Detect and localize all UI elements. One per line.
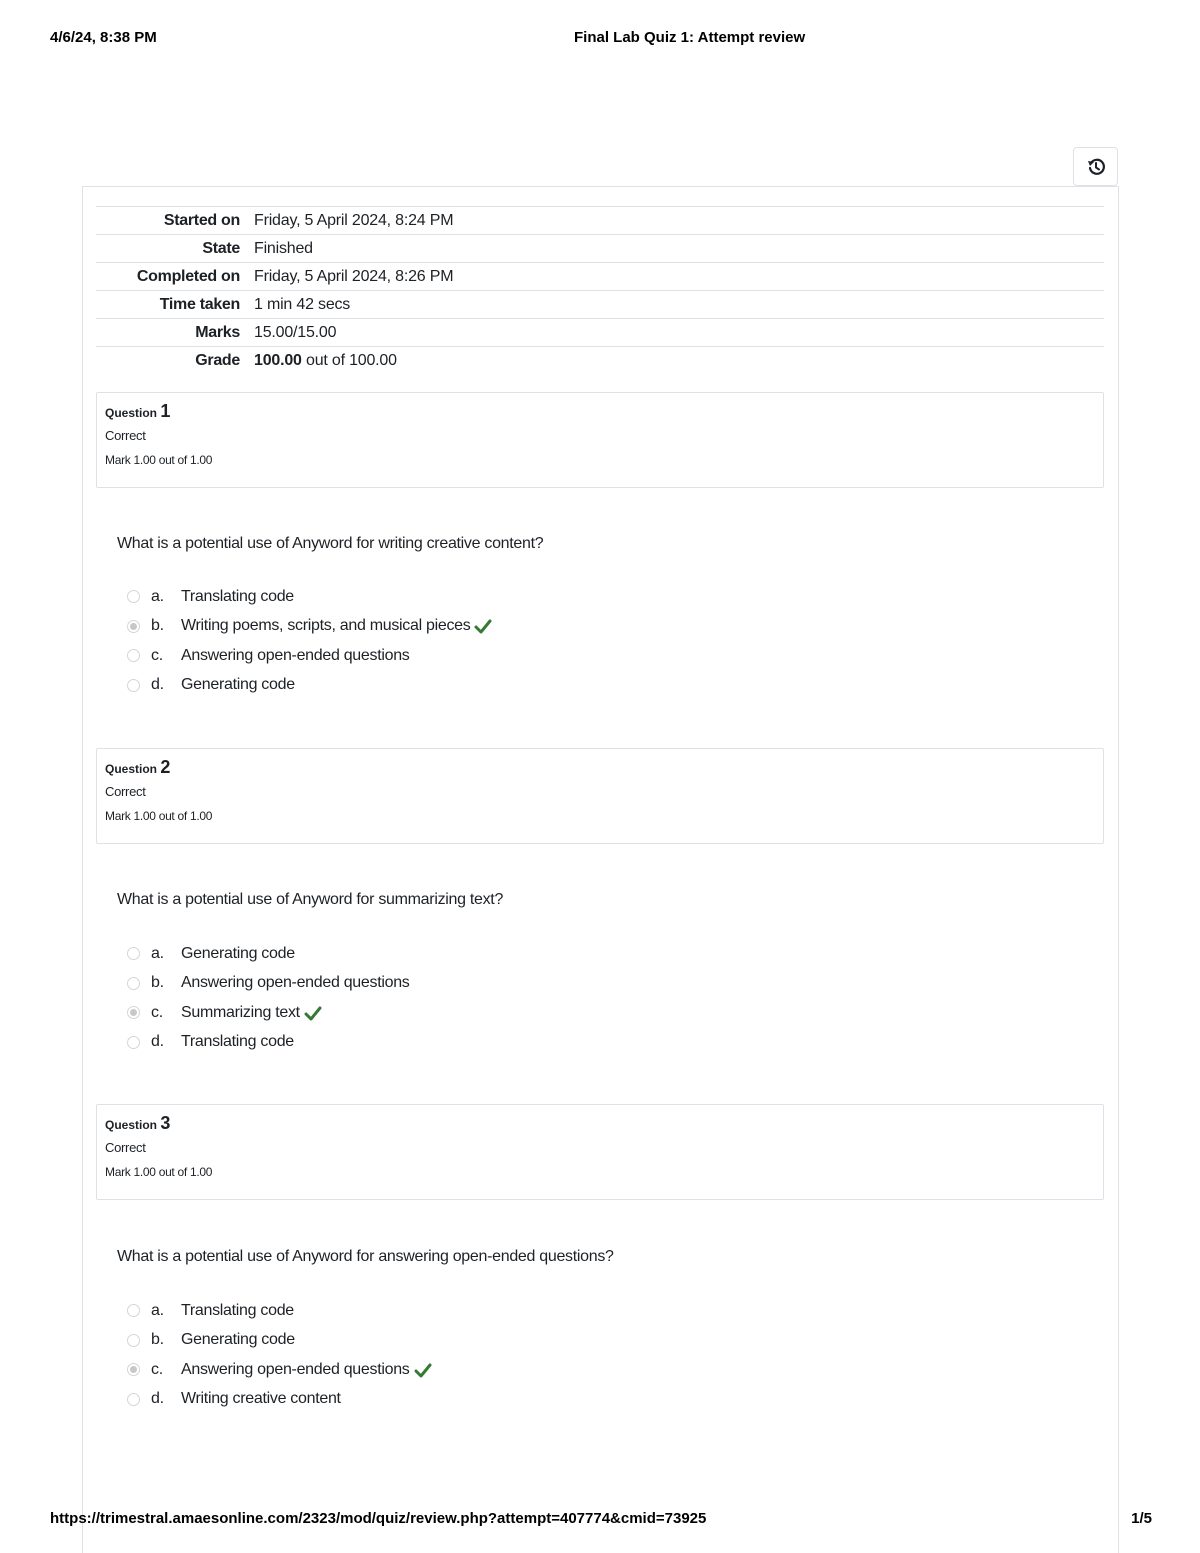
answer-option[interactable] (127, 582, 492, 612)
answer-letter: d. (151, 676, 164, 694)
answer-list (127, 939, 410, 1057)
answer-text: Writing poems, scripts, and musical pieces (181, 617, 471, 635)
answer-letter: b. (151, 617, 164, 635)
summary-row-state (96, 234, 1104, 262)
answer-text: Summarizing text (181, 1003, 300, 1021)
attempt-summary-table (96, 206, 1104, 374)
question-text: What is a potential use of Anyword for writing creative content? (117, 535, 544, 552)
check-icon (474, 617, 492, 635)
print-url: https://trimestral.amaesonline.com/2323/mod/quiz/review.php?attempt=407774&cmid=73925 (50, 1510, 707, 1527)
answer-option[interactable] (127, 1326, 432, 1356)
answer-text: Generating code (181, 676, 295, 694)
question-num: 1 (160, 401, 171, 421)
answer-option[interactable] (127, 612, 492, 642)
question-prefix: Question (105, 762, 158, 776)
radio-button[interactable] (127, 679, 140, 692)
answer-option[interactable] (127, 1355, 432, 1385)
radio-button[interactable] (127, 649, 140, 662)
radio-button[interactable] (127, 1393, 140, 1406)
answer-text: Answering open-ended questions (181, 974, 410, 992)
answer-letter: a. (151, 1301, 164, 1319)
radio-button[interactable] (127, 590, 140, 603)
answer-list (127, 1296, 432, 1414)
history-button[interactable] (1073, 147, 1118, 186)
summary-label: Completed on (136, 267, 240, 285)
radio-button-selected[interactable] (127, 620, 140, 633)
summary-row-completed (96, 262, 1104, 290)
question-info-3 (96, 1104, 1104, 1200)
summary-value: Finished (254, 239, 313, 257)
answer-text: Generating code (181, 944, 295, 962)
answer-option[interactable] (127, 939, 410, 969)
answer-text: Translating code (181, 1033, 294, 1051)
radio-button-selected[interactable] (127, 1006, 140, 1019)
print-title: Final Lab Quiz 1: Attempt review (574, 29, 806, 46)
question-state: Correct (105, 1140, 146, 1155)
summary-value: Friday, 5 April 2024, 8:24 PM (254, 211, 454, 229)
answer-option[interactable] (127, 671, 492, 701)
question-prefix: Question (105, 406, 158, 420)
summary-label: State (202, 239, 240, 257)
question-info-1 (96, 392, 1104, 488)
answer-option[interactable] (127, 1296, 432, 1326)
check-icon (304, 1004, 322, 1022)
answer-option[interactable] (127, 641, 492, 671)
print-header (0, 29, 1200, 49)
question-info-2 (96, 748, 1104, 844)
radio-button-selected[interactable] (127, 1363, 140, 1376)
grade-score: 100.00 (254, 351, 302, 369)
question-state: Correct (105, 784, 146, 799)
answer-letter: a. (151, 944, 164, 962)
question-num: 3 (160, 1113, 171, 1133)
question-state: Correct (105, 428, 146, 443)
summary-row-marks (96, 318, 1104, 346)
summary-label: Grade (195, 351, 240, 369)
summary-row-started (96, 206, 1104, 234)
print-footer (0, 1510, 1200, 1530)
print-date: 4/6/24, 8:38 PM (50, 29, 157, 46)
summary-label: Started on (163, 211, 240, 229)
answer-text: Translating code (181, 1301, 294, 1319)
answer-letter: c. (151, 1003, 163, 1021)
answer-letter: d. (151, 1390, 164, 1408)
question-number (105, 757, 1095, 779)
answer-option[interactable] (127, 1385, 432, 1415)
answer-text: Translating code (181, 587, 294, 605)
answer-letter: c. (151, 1360, 163, 1378)
question-mark: Mark 1.00 out of 1.00 (105, 809, 213, 823)
question-text: What is a potential use of Anyword for summarizing text? (117, 891, 504, 908)
answer-letter: b. (151, 1331, 164, 1349)
radio-button[interactable] (127, 947, 140, 960)
answer-text: Generating code (181, 1331, 295, 1349)
answer-letter: b. (151, 974, 164, 992)
summary-row-grade (96, 346, 1104, 374)
print-page-number: 1/5 (1131, 1510, 1152, 1527)
answer-letter: c. (151, 646, 163, 664)
radio-button[interactable] (127, 1304, 140, 1317)
answer-letter: d. (151, 1033, 164, 1051)
answer-list (127, 582, 492, 700)
question-prefix: Question (105, 1118, 158, 1132)
answer-option[interactable] (127, 1028, 410, 1058)
summary-label: Marks (195, 323, 240, 341)
answer-text: Answering open-ended questions (181, 1360, 410, 1378)
check-icon (414, 1361, 432, 1379)
question-number (105, 1113, 1095, 1135)
radio-button[interactable] (127, 1334, 140, 1347)
answer-text: Writing creative content (181, 1390, 341, 1408)
summary-row-time-taken (96, 290, 1104, 318)
summary-value: Friday, 5 April 2024, 8:26 PM (254, 267, 454, 285)
question-mark: Mark 1.00 out of 1.00 (105, 453, 213, 467)
answer-letter: a. (151, 587, 164, 605)
grade-out-of: out of 100.00 (301, 351, 397, 369)
radio-button[interactable] (127, 977, 140, 990)
summary-value: 1 min 42 secs (254, 295, 351, 313)
question-num: 2 (160, 757, 171, 777)
summary-value (254, 352, 1104, 370)
summary-value: 15.00/15.00 (254, 323, 337, 341)
answer-text: Answering open-ended questions (181, 646, 410, 664)
answer-option[interactable] (127, 969, 410, 999)
question-mark: Mark 1.00 out of 1.00 (105, 1165, 213, 1179)
question-number (105, 401, 1095, 423)
radio-button[interactable] (127, 1036, 140, 1049)
answer-option[interactable] (127, 998, 410, 1028)
question-text: What is a potential use of Anyword for answering open-ended questions? (117, 1248, 614, 1265)
history-icon (1086, 157, 1106, 177)
summary-label: Time taken (159, 295, 240, 313)
